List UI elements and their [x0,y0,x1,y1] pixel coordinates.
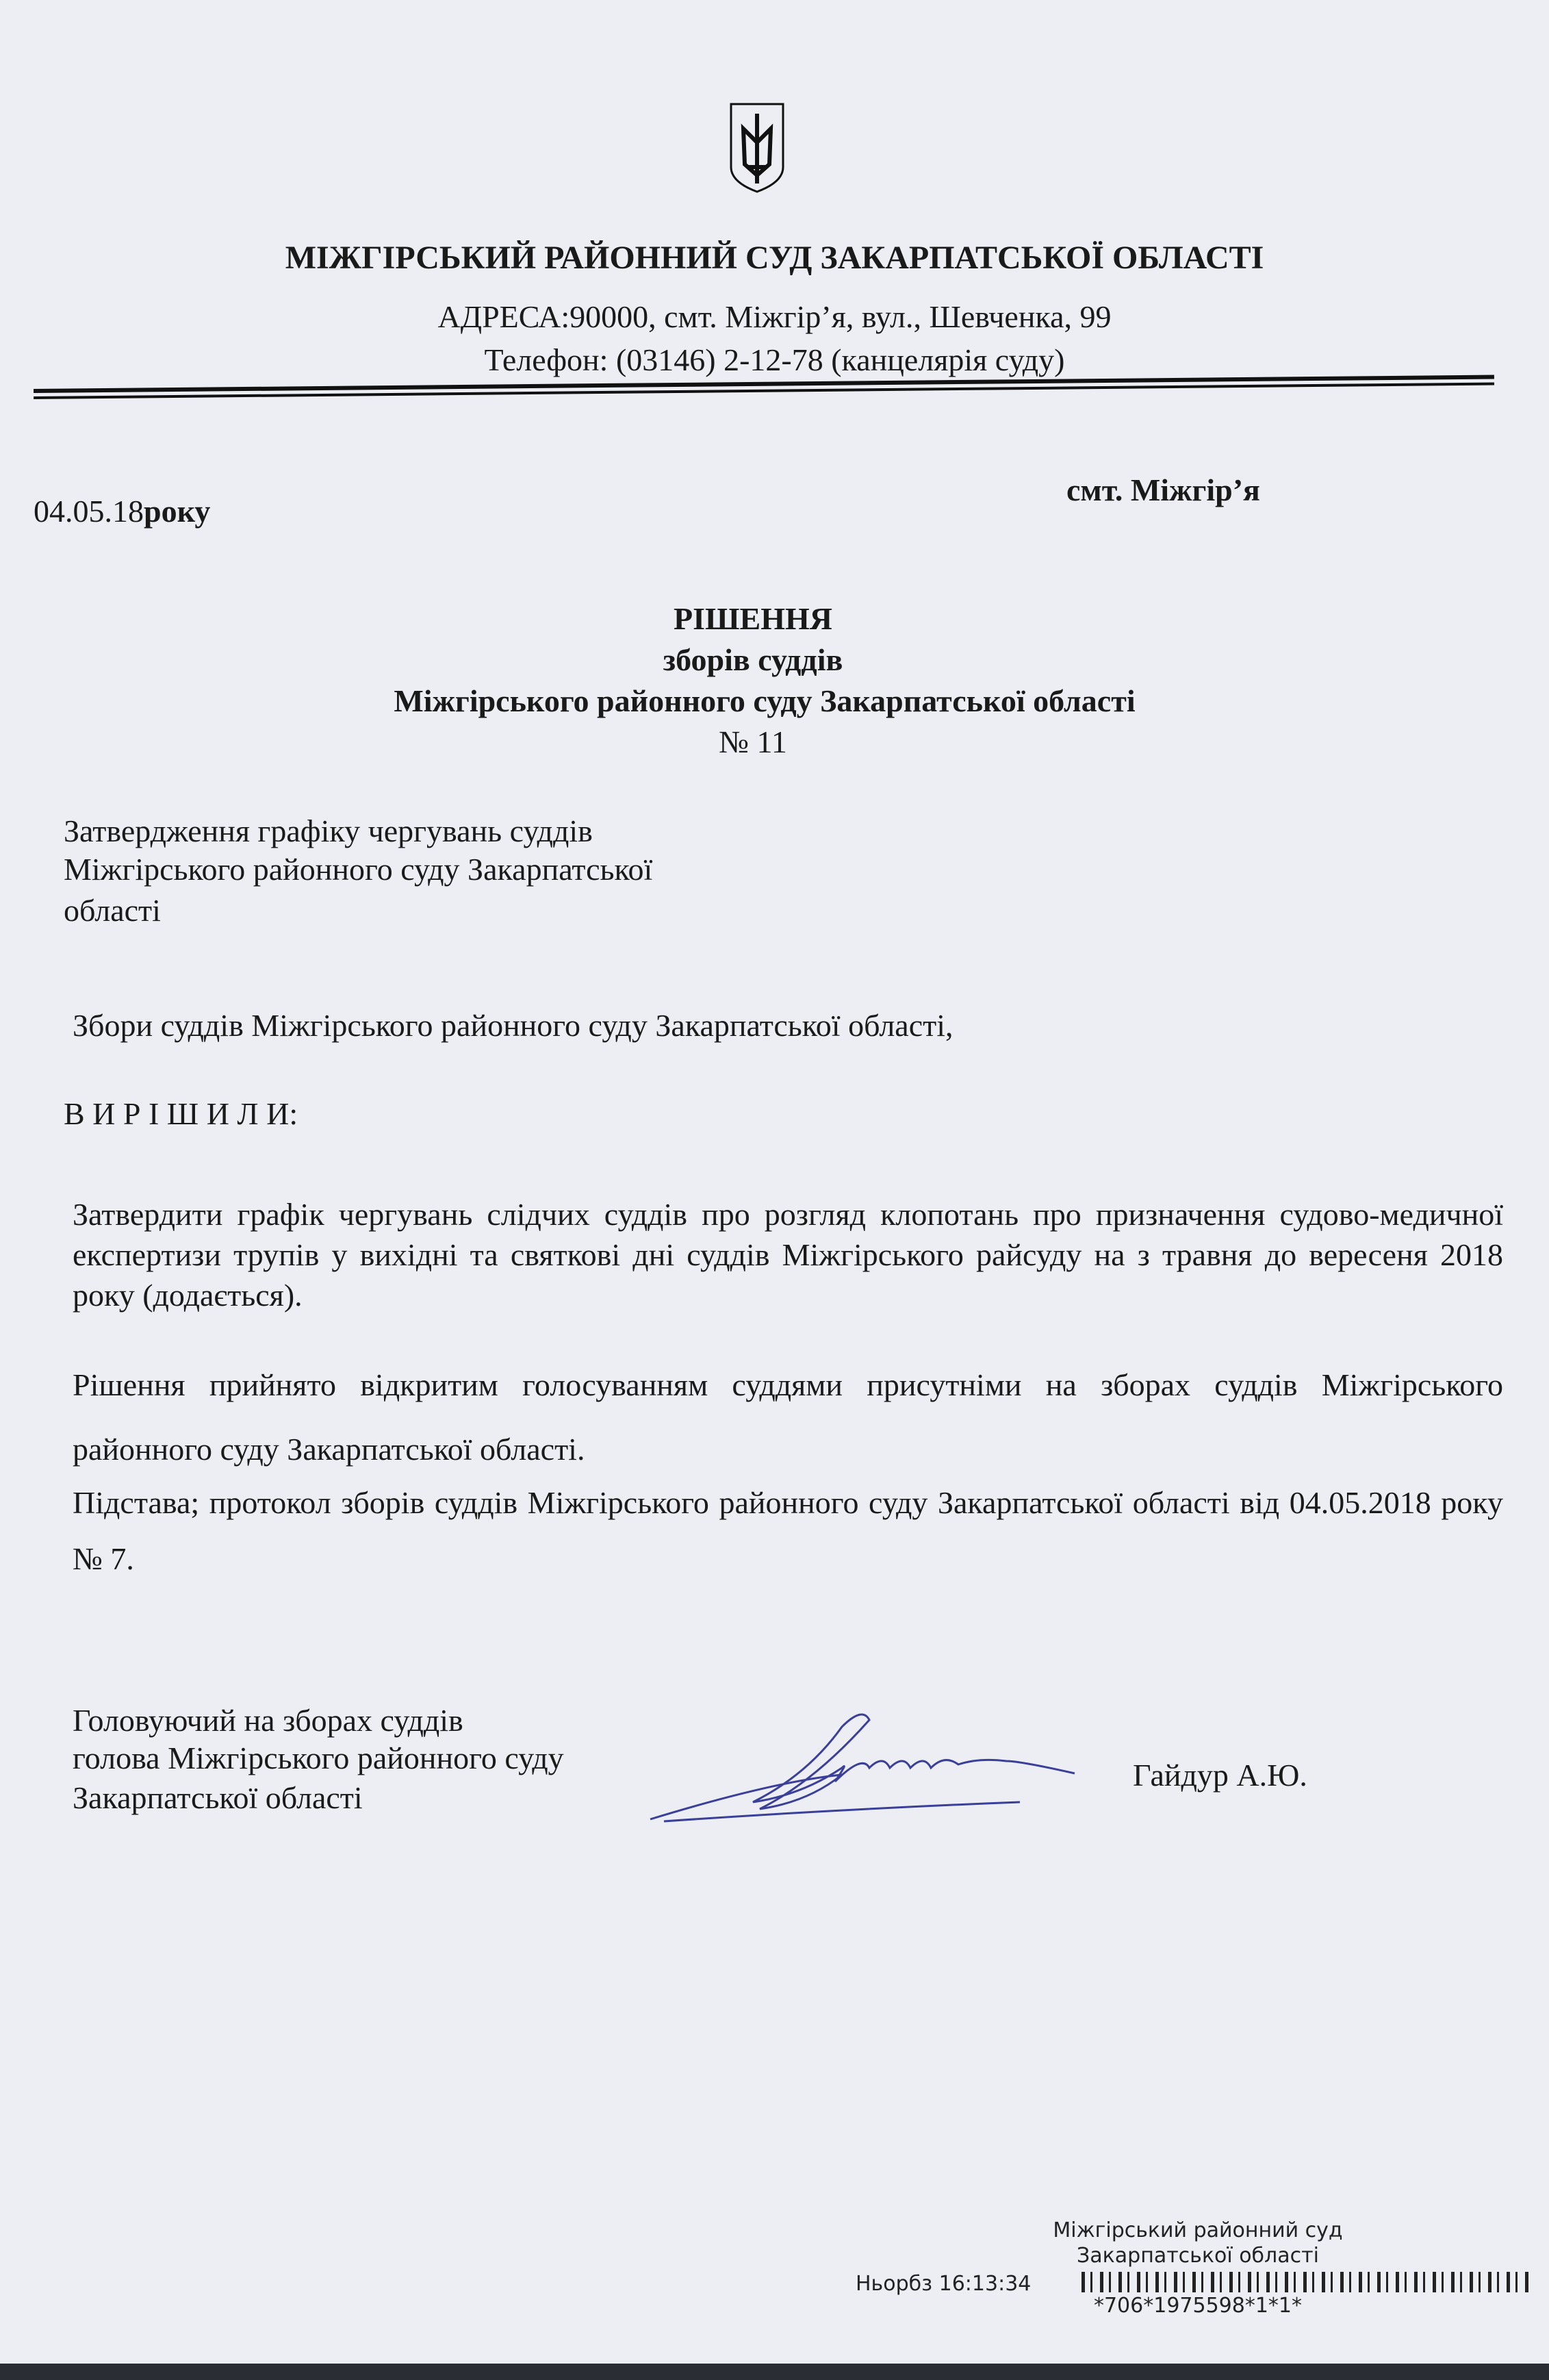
resolved-heading: В И Р І Ш И Л И: [64,1096,298,1131]
decision-subtitle: зборів суддів [663,642,843,677]
subject-line: Затвердження графіку чергувань суддів [64,813,593,848]
court-name: МІЖГІРСЬКИЙ РАЙОННИЙ СУД ЗАКАРПАТСЬКОЇ ОБЛАСТІ [285,240,1264,276]
stamp-region-line: Закарпатської області [1077,2244,1319,2268]
decision-court: Міжгірського районного суду Закарпатської області [394,683,1136,718]
court-address: АДРЕСА:90000, смт. Міжгір’я, вул., Шевченка, 99 [437,299,1112,334]
signatory-title: Закарпатської області [73,1780,363,1815]
stamp-time: Ньорбз 16:13:34 [856,2272,1032,2296]
signatory-title: Головуючий на зборах суддів [73,1703,463,1738]
court-phone: Телефон: (03146) 2-12-78 (канцелярія суду) [484,342,1065,377]
scan-edge [0,2364,1549,2380]
coat-of-arms-icon [728,101,786,193]
intro-text: Збори суддів Міжгірського районного суду Закарпатської області, [73,1008,953,1043]
stamp-court-line: Міжгірський районний суд [1053,2218,1343,2242]
signatory-name: Гайдур А.Ю. [1133,1758,1307,1793]
stamp-code: *706*1975598*1*1* [1093,2294,1303,2318]
handwritten-signature [637,1699,1081,1836]
basis-paragraph: Підстава; протокол зборів суддів Міжгірського районного суду Закарпатської області від 04.05.2018 року № 7. [73,1485,1503,1576]
document-place: смт. Міжгір’я [1066,472,1260,507]
document-date [34,492,210,531]
decision-title: РІШЕННЯ [674,601,832,636]
barcode [1081,2272,1533,2292]
decision-number: № 11 [719,724,787,759]
signatory-title: голова Міжгірського районного суду [73,1740,564,1775]
date-suffix: року [144,494,211,529]
resolution-paragraph: Затвердити графік чергувань слідчих суддів про розгляд клопотань про призначення судово-медичної експертизи трупів у вихідні та святкові дні суддів Міжгірського райсуду на з травня до вересеня 2018 року (додається). [73,1197,1503,1313]
subject-line: області [64,893,161,928]
subject-line: Міжгірського районного суду Закарпатської [64,852,653,887]
voting-paragraph: Рішення прийнято відкритим голосуванням суддями присутніми на зборах суддів Міжгірського районного суду Закарпатської області. [73,1367,1503,1467]
date-value: 04.05.18 [34,494,144,529]
